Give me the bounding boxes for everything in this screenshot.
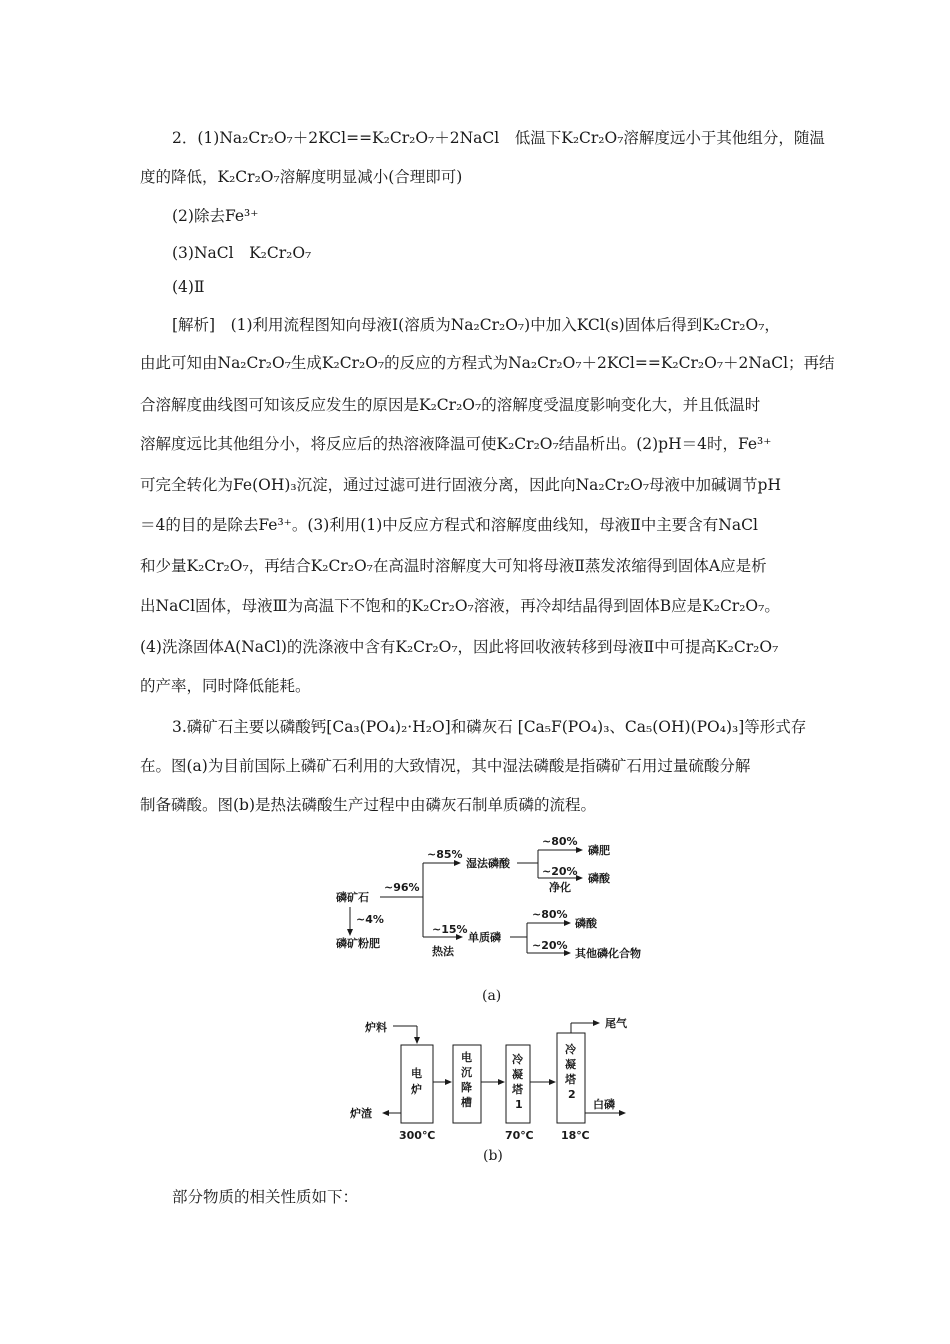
temp-18-label: 18℃	[561, 1129, 590, 1142]
analysis-line3: 合溶解度曲线图可知该反应发生的原因是K₂Cr₂O₇的溶解度受温度影响变化大，并且低温时	[140, 396, 761, 414]
question3-line3: 制备磷酸。图(b)是热法磷酸生产过程中由磷灰石制单质磷的流程。	[140, 796, 597, 814]
temp-70-label: 70℃	[505, 1129, 534, 1142]
settler-char-4: 槽	[461, 1096, 472, 1109]
analysis-line9: (4)洗涤固体A(NaCl)的洗涤液中含有K₂Cr₂O₇，因此将回收液转移到母液Ⅱ中可提高K₂Cr₂O₇	[140, 638, 779, 656]
charge-label: 炉料	[365, 1021, 387, 1034]
answer2-line5: (4)Ⅱ	[172, 278, 205, 296]
pct-85-label: ~85%	[427, 848, 463, 861]
figure-b-diagram	[335, 1015, 655, 1145]
pct-20b-label: ~20%	[532, 939, 568, 952]
settler-char-2: 沉	[461, 1066, 472, 1079]
settler-char-1: 电	[461, 1051, 472, 1064]
figure-a-diagram	[320, 825, 680, 970]
ore-fertilizer-label: 磷矿粉肥	[336, 937, 380, 950]
pct-80a-label: ~80%	[542, 835, 578, 848]
pct-15-label: ~15%	[432, 923, 468, 936]
tail-gas-label: 尾气	[605, 1017, 627, 1030]
purify-label: 净化	[549, 881, 571, 894]
analysis-line10: 的产率，同时降低能耗。	[140, 677, 311, 695]
fertilizer-label: 磷肥	[588, 844, 610, 857]
answer2-line3: (2)除去Fe³⁺	[172, 207, 259, 225]
condenser2-char-2: 凝	[565, 1058, 576, 1071]
analysis-line2: 由此可知由Na₂Cr₂O₇生成K₂Cr₂O₇的反应的方程式为Na₂Cr₂O₇＋2KCl==K₂Cr₂O₇＋2NaCl；再结	[140, 354, 835, 372]
figure-b-caption: (b)	[483, 1148, 503, 1164]
settler-char-3: 降	[461, 1081, 472, 1094]
pct-4-label: ~4%	[356, 913, 384, 926]
condenser1-char-1: 冷	[512, 1053, 523, 1066]
analysis-line6: ＝4的目的是除去Fe³⁺。(3)利用(1)中反应方程式和溶解度曲线知，母液Ⅱ中主要含有NaCl	[140, 516, 758, 534]
question3-line1: 3.磷矿石主要以磷酸钙[Ca₃(PO₄)₂·H₂O]和磷灰石 [Ca₅F(PO₄)₃、Ca₅(OH)(PO₄)₃]等形式存	[172, 718, 807, 736]
analysis-line5: 可完全转化为Fe(OH)₃沉淀，通过过滤可进行固液分离，因此向Na₂Cr₂O₇母液中加碱调节pH	[140, 476, 781, 494]
condenser1-char-3: 塔	[512, 1083, 523, 1096]
slag-label: 炉渣	[350, 1107, 372, 1120]
condenser2-char-1: 冷	[565, 1043, 576, 1056]
condenser2-char-3: 塔	[565, 1073, 576, 1086]
question3-line2: 在。图(a)为目前国际上磷矿石利用的大致情况，其中湿法磷酸是指磷矿石用过量硫酸分解	[140, 757, 751, 775]
analysis-line1: [解析] (1)利用流程图知向母液Ⅰ(溶质为Na₂Cr₂O₇)中加入KCl(s)固体后得到K₂Cr₂O₇，	[172, 316, 780, 334]
condenser2-char-4: 2	[568, 1088, 576, 1101]
other-compounds-label: 其他磷化合物	[575, 947, 641, 960]
answer2-line2: 度的降低，K₂Cr₂O₇溶解度明显减小(合理即可)	[140, 168, 463, 186]
ore-label: 磷矿石	[336, 891, 369, 904]
white-phosphorus-label: 白磷	[593, 1098, 615, 1111]
pct-96-label: ~96%	[384, 881, 420, 894]
wet-acid-label: 湿法磷酸	[466, 857, 510, 870]
temp-300-label: 300℃	[399, 1129, 436, 1142]
acid2-label: 磷酸	[575, 917, 597, 930]
furnace-char-2: 炉	[411, 1083, 422, 1096]
pct-80b-label: ~80%	[532, 908, 568, 921]
condenser1-char-2: 凝	[512, 1068, 523, 1081]
analysis-line7: 和少量K₂Cr₂O₇，再结合K₂Cr₂O₇在高温时溶解度大可知将母液Ⅱ蒸发浓缩得到固体A应是析	[140, 557, 767, 575]
condenser1-char-4: 1	[515, 1098, 523, 1111]
acid1-label: 磷酸	[588, 872, 610, 885]
element-p-label: 单质磷	[468, 931, 501, 944]
thermal-label: 热法	[432, 945, 454, 958]
analysis-line4: 溶解度远比其他组分小，将反应后的热溶液降温可使K₂Cr₂O₇结晶析出。(2)pH＝4时，Fe³⁺	[140, 435, 772, 453]
analysis-line8: 出NaCl固体，母液Ⅲ为高温下不饱和的K₂Cr₂O₇溶液，再冷却结晶得到固体B应是K₂Cr₂O₇。	[140, 597, 780, 615]
footer-line: 部分物质的相关性质如下：	[172, 1188, 359, 1206]
figure-a-caption: (a)	[482, 988, 502, 1004]
answer2-line1: 2．(1)Na₂Cr₂O₇＋2KCl==K₂Cr₂O₇＋2NaCl 低温下K₂Cr₂O₇溶解度远小于其他组分，随温	[172, 129, 825, 147]
pct-20a-label: ~20%	[542, 865, 578, 878]
furnace-char-1: 电	[411, 1067, 422, 1080]
answer2-line4: (3)NaCl K₂Cr₂O₇	[172, 244, 312, 262]
